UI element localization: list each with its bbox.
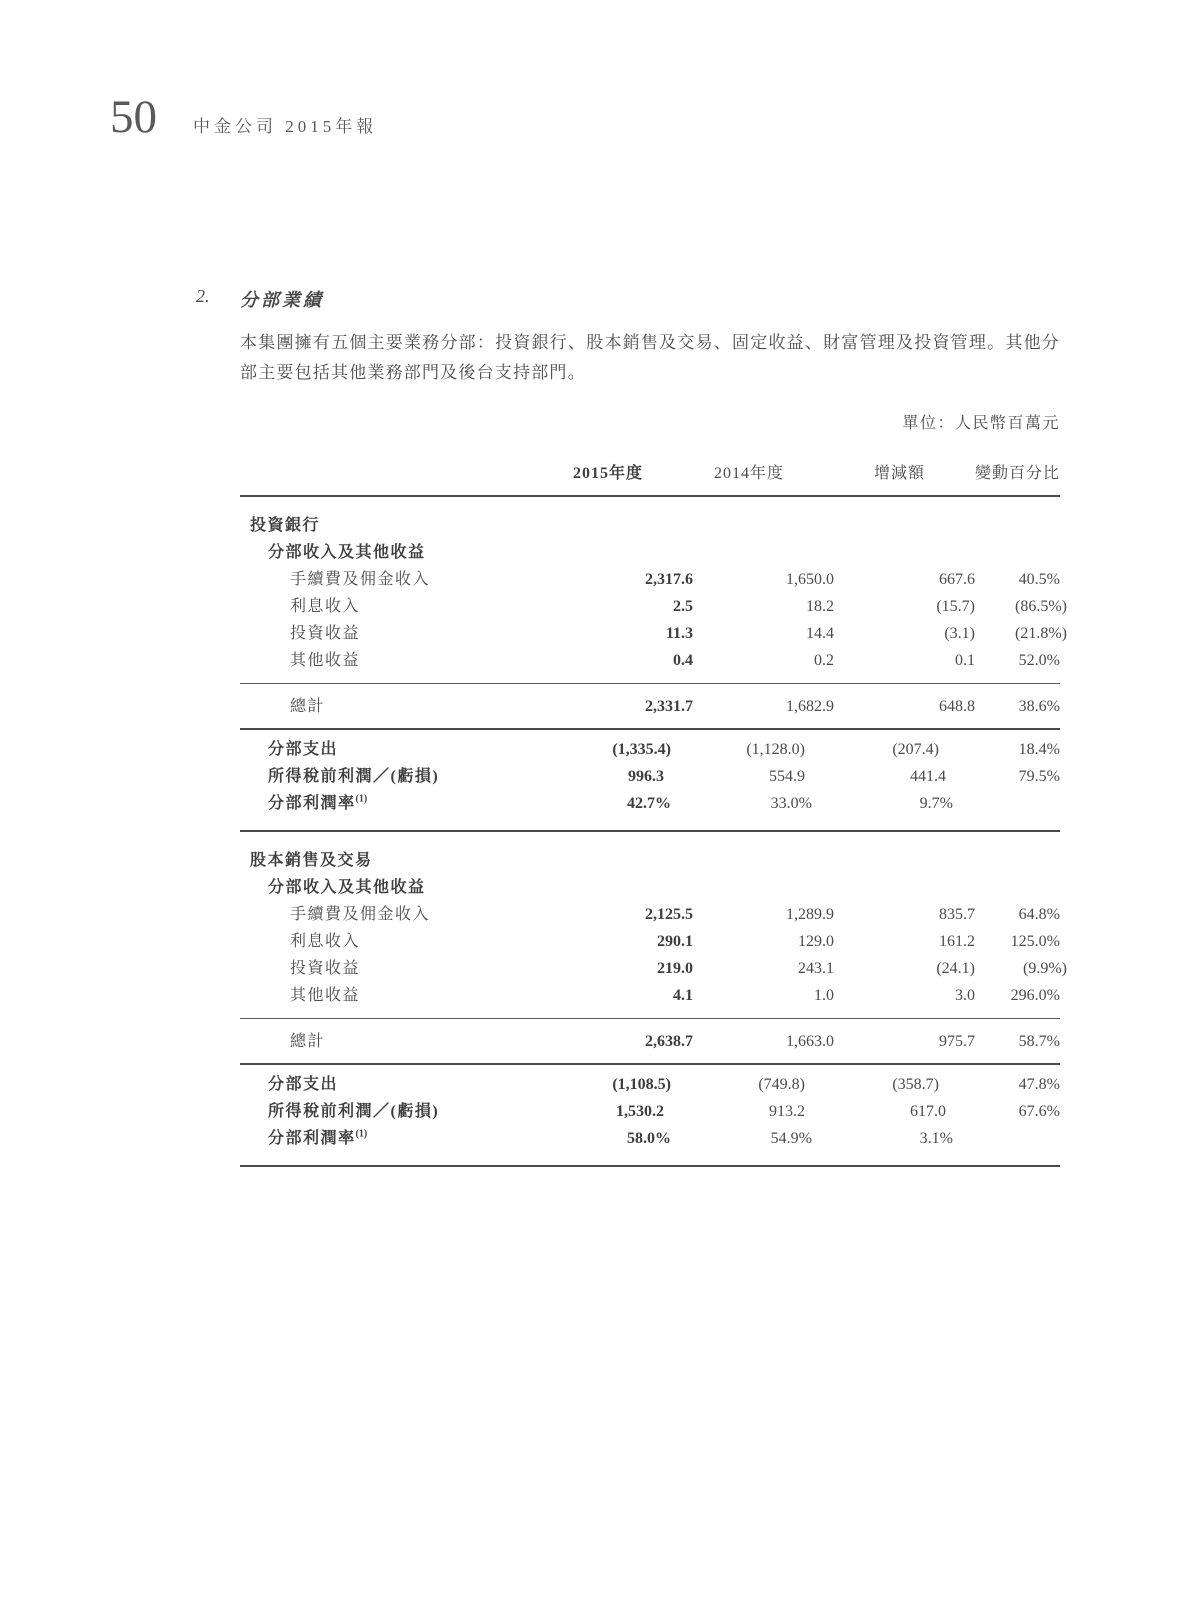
- table-cell: 14.4: [806, 625, 834, 642]
- row-label: 投資收益: [290, 960, 361, 977]
- row-label: 分部支出: [268, 1076, 339, 1093]
- table-rule: [240, 1063, 1060, 1065]
- revenue-row: [240, 593, 1067, 620]
- column-header-change: 增減額: [873, 465, 925, 482]
- table-cell: 11.3: [665, 625, 693, 642]
- table-cell: [953, 790, 1060, 817]
- revenue-row: [240, 928, 1060, 955]
- table-cell: (3.1): [944, 625, 975, 642]
- row-label: 手續費及佣金收入: [290, 906, 431, 923]
- table-cell: 67.6%: [1018, 1103, 1060, 1120]
- table-rule: [240, 728, 1060, 730]
- table-cell: 996.3: [628, 768, 664, 785]
- table-cell: 648.8: [939, 698, 975, 715]
- table-cell: (207.4): [892, 741, 939, 758]
- revenue-row: [240, 982, 1060, 1009]
- row-label: 分部收入及其他收益: [268, 879, 426, 896]
- row-label: 分部支出: [268, 741, 339, 758]
- revenue-row: [240, 955, 1067, 982]
- table-cell: (9.9%): [1023, 960, 1067, 977]
- table-cell: 38.6%: [1018, 698, 1060, 715]
- summary-row: [240, 1098, 1060, 1125]
- row-label: 所得稅前利潤／(虧損): [268, 1103, 440, 1120]
- table-cell: 554.9: [769, 768, 805, 785]
- column-header-pct: 變動百分比: [974, 465, 1060, 482]
- row-label: 總計: [290, 698, 326, 715]
- table-header-row: [240, 459, 1060, 489]
- section-title: 分部業績: [240, 290, 324, 310]
- table-cell: 1,289.9: [786, 906, 834, 923]
- table-cell: 125.0%: [1010, 933, 1060, 950]
- table-cell: 79.5%: [1018, 768, 1060, 785]
- table-cell: 1,682.9: [786, 698, 834, 715]
- total-row: [240, 1028, 1060, 1055]
- table-cell: 835.7: [939, 906, 975, 923]
- revenue-row: [240, 620, 1067, 647]
- row-label: 投資收益: [290, 625, 361, 642]
- doc-title: 中金公司 2015年報: [193, 117, 378, 136]
- revenue-row: [240, 566, 1060, 593]
- row-label: 分部利潤率$^{(1)}$: [268, 793, 368, 812]
- table-cell: 47.8%: [1018, 1076, 1060, 1093]
- row-label: 投資銀行: [250, 517, 321, 534]
- table-cell: 161.2: [939, 933, 975, 950]
- table-cell: 219.0: [657, 960, 693, 977]
- column-header-2014: 2014年度: [713, 465, 784, 482]
- table-cell: (358.7): [892, 1076, 939, 1093]
- column-header-label: [240, 459, 510, 489]
- summary-row: [240, 1125, 1060, 1152]
- table-rule: [240, 1165, 1060, 1167]
- revenue-row: [240, 647, 1060, 674]
- table-cell: (24.1): [936, 960, 975, 977]
- table-cell: 18.2: [806, 598, 834, 615]
- section-heading: [196, 286, 1060, 312]
- table-cell: 667.6: [939, 571, 975, 588]
- table-rule: [240, 683, 1060, 684]
- table-cell: 0.4: [673, 652, 693, 669]
- table-cell: 52.0%: [1018, 652, 1060, 669]
- segment-results-table: [240, 459, 1067, 1167]
- row-label: 利息收入: [290, 598, 361, 615]
- page-header: [110, 92, 377, 144]
- summary-row: [240, 1071, 1060, 1098]
- table-cell: 913.2: [769, 1103, 805, 1120]
- table-cell: 2,331.7: [645, 698, 693, 715]
- table-rule: [240, 830, 1060, 832]
- unit-note: 單位：人民幣百萬元: [902, 415, 1060, 432]
- footnote-marker: (1): [355, 793, 368, 805]
- total-row: [240, 693, 1060, 720]
- summary-row: [240, 763, 1060, 790]
- table-cell: 64.8%: [1018, 906, 1060, 923]
- table-cell: 290.1: [657, 933, 693, 950]
- table-cell: (1,128.0): [746, 741, 805, 758]
- table-cell: [953, 1125, 1060, 1152]
- row-label: 股本銷售及交易: [250, 852, 373, 869]
- section-title-row: [240, 512, 1060, 539]
- row-label: 利息收入: [290, 933, 361, 950]
- footnote-marker: (1): [355, 1128, 368, 1140]
- column-header-2015: 2015年度: [572, 465, 643, 482]
- table-cell: 129.0: [798, 933, 834, 950]
- table-cell: 9.7%: [919, 795, 953, 812]
- table-cell: 54.9%: [770, 1130, 812, 1147]
- section-title-row: [240, 847, 1060, 874]
- table-rule: [240, 1018, 1060, 1019]
- table-cell: 296.0%: [1010, 987, 1060, 1004]
- table-cell: 40.5%: [1018, 571, 1060, 588]
- table-cell: 1,663.0: [786, 1033, 834, 1050]
- section-number: 2.: [196, 286, 210, 306]
- table-cell: 3.1%: [919, 1130, 953, 1147]
- table-cell: 2,317.6: [645, 571, 693, 588]
- table-cell: 1,530.2: [616, 1103, 664, 1120]
- table-cell: 3.0: [955, 987, 975, 1004]
- row-label: 分部收入及其他收益: [268, 544, 426, 561]
- table-body: [240, 512, 1067, 1167]
- table-cell: (15.7): [936, 598, 975, 615]
- table-cell: 2,125.5: [645, 906, 693, 923]
- table-cell: 0.1: [955, 652, 975, 669]
- summary-row: [240, 736, 1060, 763]
- table-cell: 42.7%: [627, 795, 671, 812]
- row-label: 總計: [290, 1033, 326, 1050]
- table-cell: 441.4: [910, 768, 946, 785]
- table-cell: (1,108.5): [612, 1076, 671, 1093]
- row-label: 其他收益: [290, 987, 361, 1004]
- table-cell: (749.8): [758, 1076, 805, 1093]
- table-cell: 617.0: [910, 1103, 946, 1120]
- table-cell: (1,335.4): [612, 741, 671, 758]
- table-cell: 58.0%: [627, 1130, 671, 1147]
- table-cell: 243.1: [798, 960, 834, 977]
- intro-paragraph: 本集團擁有五個主要業務分部：投資銀行、股本銷售及交易、固定收益、財富管理及投資管理。其他分部主要包括其他業務部門及後台支持部門。: [240, 333, 1060, 382]
- row-label: 其他收益: [290, 652, 361, 669]
- table-cell: 33.0%: [770, 795, 812, 812]
- table-cell: 1,650.0: [786, 571, 834, 588]
- table-cell: 975.7: [939, 1033, 975, 1050]
- table-cell: 2,638.7: [645, 1033, 693, 1050]
- table-cell: 2.5: [673, 598, 693, 615]
- row-label: 手續費及佣金收入: [290, 571, 431, 588]
- table-rule: [240, 495, 1060, 497]
- section-subtitle-row: [240, 539, 1060, 566]
- summary-row: [240, 790, 1060, 817]
- table-cell: 18.4%: [1018, 741, 1060, 758]
- content-column: [196, 286, 1067, 1182]
- table-cell: (86.5%): [1015, 598, 1067, 615]
- table-cell: 0.2: [814, 652, 834, 669]
- row-label: 分部利潤率$^{(1)}$: [268, 1128, 368, 1147]
- page-number: 50: [110, 91, 157, 143]
- table-cell: 58.7%: [1018, 1033, 1060, 1050]
- table-cell: 4.1: [673, 987, 693, 1004]
- table-cell: (21.8%): [1015, 625, 1067, 642]
- section-subtitle-row: [240, 874, 1060, 901]
- table-cell: 1.0: [814, 987, 834, 1004]
- revenue-row: [240, 901, 1060, 928]
- row-label: 所得稅前利潤／(虧損): [268, 768, 440, 785]
